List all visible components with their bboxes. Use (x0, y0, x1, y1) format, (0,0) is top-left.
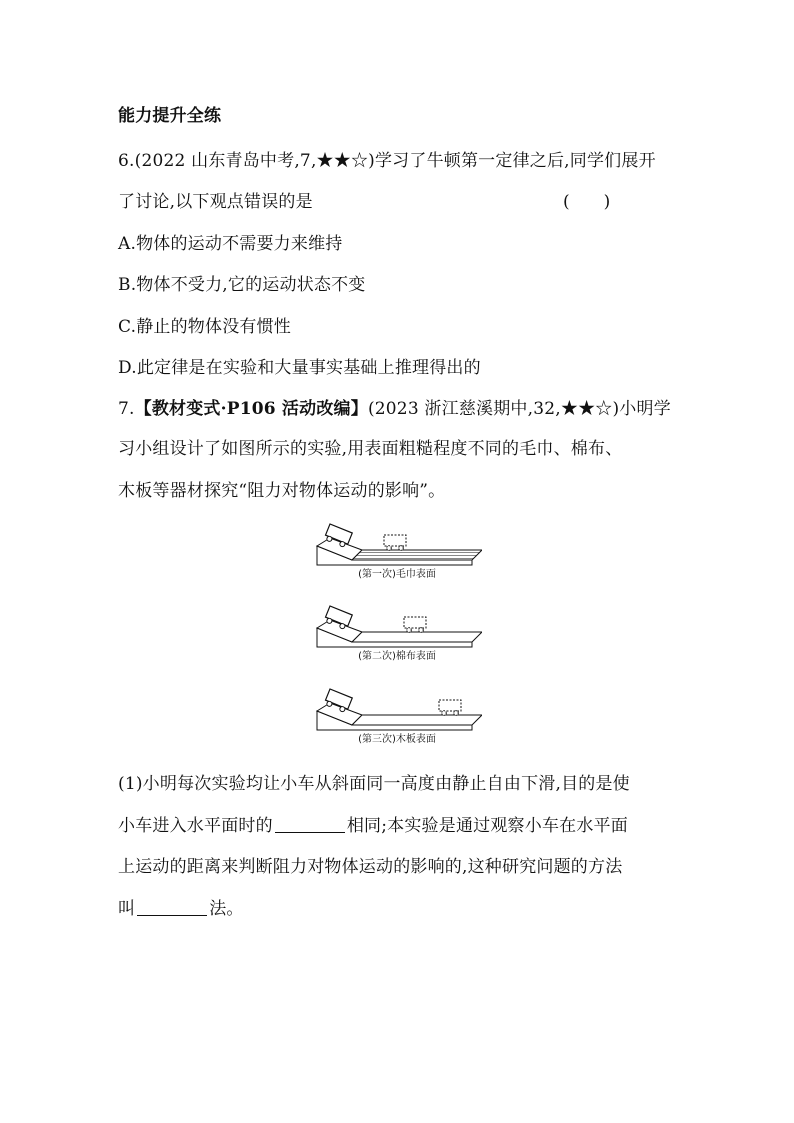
answer-blank-2[interactable] (137, 899, 207, 916)
cart-stop (384, 535, 406, 550)
cart-stop (439, 700, 461, 715)
figure-2-caption: (第二次)棉布表面 (358, 651, 436, 662)
experiment-figure-2 (312, 600, 482, 664)
figure-1-caption: (第一次)毛巾表面 (358, 569, 436, 580)
q7-sub1-line2-start: 小车进入水平面时的 (118, 816, 273, 836)
q7-stem-line3: 木板等器材探究“阻力对物体运动的影响”。 (118, 481, 446, 501)
q7-sub1-line2 (118, 814, 628, 838)
q7-source: (2023 浙江慈溪期中,32,★★☆)小明学 (367, 399, 671, 419)
q7-sub1-line3: 上运动的距离来判断阻力对物体运动的影响的,这种研究问题的方法 (118, 857, 623, 877)
q7-stem-line1 (118, 397, 671, 421)
ramp-cotton-diagram (312, 600, 482, 650)
section-title: 能力提升全练 (118, 106, 222, 126)
experiment-figure-3 (312, 683, 482, 747)
q6-answer-paren: ( ) (563, 192, 611, 212)
cart-stop (404, 617, 426, 632)
q7-tag: 【教材变式·P106 活动改编】 (134, 399, 368, 419)
q6-option-a: A.物体的运动不需要力来维持 (118, 234, 343, 254)
q7-sub1-line4-end: 法。 (209, 899, 244, 919)
q7-stem-line2: 习小组设计了如图所示的实验,用表面粗糙程度不同的毛巾、棉布、 (118, 439, 623, 459)
q7-number: 7. (118, 399, 135, 419)
q7-sub1-line1: (1)小明每次实验均让小车从斜面同一高度由静止自由下滑,目的是使 (118, 774, 630, 794)
q6-option-b: B.物体不受力,它的运动状态不变 (118, 275, 366, 295)
q7-sub1-line4 (118, 897, 244, 921)
ramp-wood-diagram (312, 683, 482, 733)
q7-sub1-line2-end: 相同;本实验是通过观察小车在水平面 (346, 816, 628, 836)
ramp-towel-diagram (312, 518, 482, 568)
q7-sub1-line4-start: 叫 (118, 899, 136, 919)
answer-blank-1[interactable] (275, 816, 345, 833)
q6-option-d: D.此定律是在实验和大量事实基础上推理得出的 (118, 358, 481, 378)
experiment-figure-1 (312, 518, 482, 582)
q6-option-c: C.静止的物体没有惯性 (118, 317, 292, 337)
figure-3-caption: (第三次)木板表面 (358, 734, 436, 745)
q6-stem-line1: 6.(2022 山东青岛中考,7,★★☆)学习了牛顿第一定律之后,同学们展开 (118, 151, 656, 171)
q6-stem-line2: 了讨论,以下观点错误的是 (118, 192, 313, 212)
